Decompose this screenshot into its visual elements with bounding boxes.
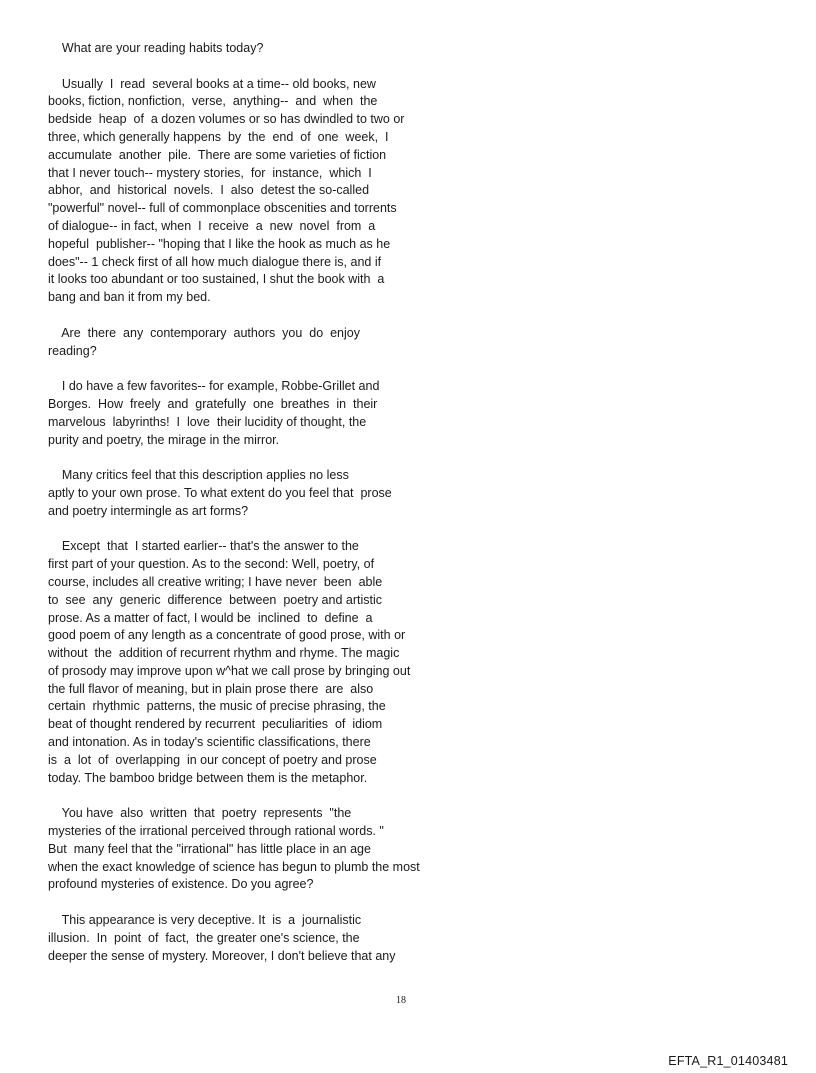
text-line: Are there any contemporary authors you do enjoy xyxy=(48,325,360,340)
text-line: first part of your question. As to the second: Well, poetry, of xyxy=(48,557,375,572)
text-line: without the addition of recurrent rhythm and rhyme. The magic xyxy=(48,646,400,661)
text-line: and intonation. As in today's scientific classifications, there xyxy=(48,735,371,750)
text-line: to see any generic difference between poetry and artistic xyxy=(48,592,382,607)
text-line: prose. As a matter of fact, I would be inclined to define a xyxy=(48,610,373,625)
text-line: Usually I read several books at a time-- old books, new xyxy=(48,76,376,91)
text-line: abhor, and historical novels. I also detest the so-called xyxy=(48,183,370,198)
text-line: today. The bamboo bridge between them is the metaphor. xyxy=(48,770,368,785)
text-line: But many feel that the "irrational" has little place in an age xyxy=(48,841,371,856)
text-line: "powerful" novel-- full of commonplace obscenities and torrents xyxy=(48,201,397,216)
text-line: the full flavor of meaning, but in plain prose there are also xyxy=(48,681,374,696)
text-line: that I never touch-- mystery stories, for instance, which I xyxy=(48,165,372,180)
text-line: This appearance is very deceptive. It is a journalistic xyxy=(48,913,362,928)
text-line: of prosody may improve upon w^hat we call prose by bringing out xyxy=(48,663,411,678)
text-line: Many critics feel that this description applies no less xyxy=(48,468,349,483)
answer-paragraph xyxy=(48,76,468,307)
question-paragraph xyxy=(48,325,468,361)
text-line: bang and ban it from my bed. xyxy=(48,290,211,305)
text-line: What are your reading habits today? xyxy=(48,41,264,55)
answer-paragraph xyxy=(48,378,468,449)
text-line: reading? xyxy=(48,343,97,358)
text-line: Except that I started earlier-- that's the answer to the xyxy=(48,539,359,554)
page-body xyxy=(48,40,468,983)
text-line: mysteries of the irrational perceived through rational words. " xyxy=(48,824,384,839)
text-line: certain rhythmic patterns, the music of precise phrasing, the xyxy=(48,699,386,714)
text-line: bedside heap of a dozen volumes or so has dwindled to two or xyxy=(48,112,405,127)
text-line: books, fiction, nonfiction, verse, anything-- and when the xyxy=(48,94,378,109)
text-line: when the exact knowledge of science has begun to plumb the most xyxy=(48,859,420,874)
page-number: 18 xyxy=(396,995,406,1006)
question-paragraph xyxy=(48,40,468,58)
text-line: deeper the sense of mystery. Moreover, I don't believe that any xyxy=(48,948,396,963)
text-line: Borges. How freely and gratefully one breathes in their xyxy=(48,396,378,411)
question-paragraph xyxy=(48,805,468,894)
text-line: good poem of any length as a concentrate of good prose, with or xyxy=(48,628,406,643)
text-line: is a lot of overlapping in our concept of poetry and prose xyxy=(48,752,377,767)
text-line: I do have a few favorites-- for example, Robbe-Grillet and xyxy=(48,379,380,394)
text-line: it looks too abundant or too sustained, I shut the book with a xyxy=(48,272,385,287)
text-line: marvelous labyrinths! I love their lucidity of thought, the xyxy=(48,414,367,429)
text-line: hopeful publisher-- "hoping that I like the hook as much as he xyxy=(48,236,391,251)
text-line: does"-- 1 check first of all how much dialogue there is, and if xyxy=(48,254,382,269)
text-line: accumulate another pile. There are some varieties of fiction xyxy=(48,147,387,162)
document-id: EFTA_R1_01403481 xyxy=(668,1054,788,1068)
text-line: purity and poetry, the mirage in the mirror. xyxy=(48,432,280,447)
question-paragraph xyxy=(48,467,468,520)
text-line: illusion. In point of fact, the greater one's science, the xyxy=(48,930,360,945)
text-line: three, which generally happens by the end of one week, I xyxy=(48,129,389,144)
text-line: beat of thought rendered by recurrent peculiarities of idiom xyxy=(48,717,383,732)
text-line: aptly to your own prose. To what extent do you feel that prose xyxy=(48,485,392,500)
answer-paragraph xyxy=(48,538,468,787)
text-line: course, includes all creative writing; I have never been able xyxy=(48,574,383,589)
text-line: of dialogue-- in fact, when I receive a new novel from a xyxy=(48,218,376,233)
text-line: profound mysteries of existence. Do you agree? xyxy=(48,877,314,892)
text-line: You have also written that poetry represents "the xyxy=(48,806,352,821)
answer-paragraph xyxy=(48,912,468,965)
text-line: and poetry intermingle as art forms? xyxy=(48,503,249,518)
